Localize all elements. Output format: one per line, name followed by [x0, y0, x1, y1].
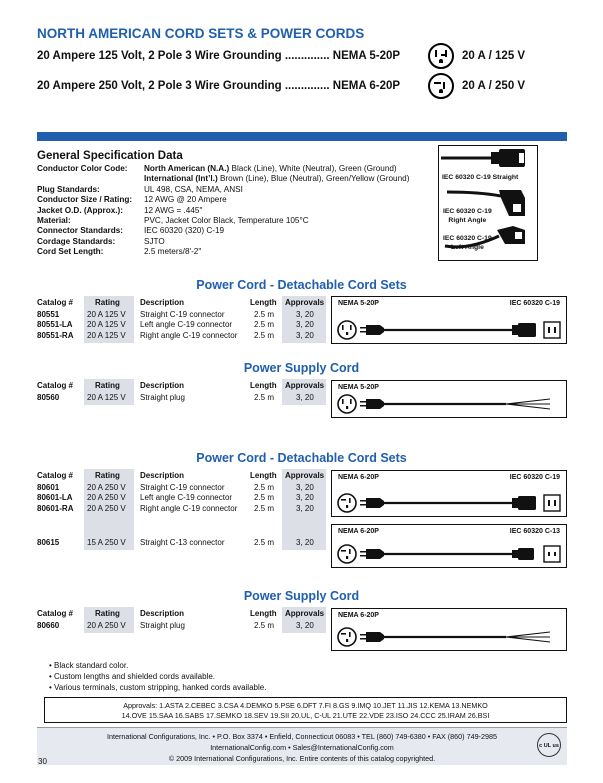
table-header-approvals: Approvals: [285, 609, 325, 618]
spec-value: PVC, Jacket Color Black, Temperature 105°C: [144, 216, 309, 225]
table-header-approvals: Approvals: [285, 381, 325, 390]
spec-key: Material:: [37, 216, 71, 225]
section-title: Power Supply Cord: [243, 361, 360, 375]
cord-plug-label: NEMA 5-20P: [338, 384, 379, 391]
table-cell-rating: 20 A 250 V: [87, 503, 126, 513]
spec-title: General Specification Data: [37, 150, 183, 162]
table-cell-catalog: 80551-RA: [37, 330, 74, 340]
table-cell-length: 2.5 m: [254, 493, 275, 503]
table-cell-length: 2.5 m: [254, 320, 275, 330]
table-header-length: Length: [250, 609, 277, 618]
cord-drawing: [336, 543, 562, 570]
cord-diagram: [331, 380, 567, 418]
section-title: Power Cord - Detachable Cord Sets: [196, 451, 407, 465]
table-header-rating: Rating: [95, 381, 120, 390]
cord-plug-label: NEMA 6-20P: [338, 474, 379, 481]
table-cell-description: Straight C-19 connector: [140, 310, 225, 319]
spec-key: Cordage Standards:: [37, 236, 116, 246]
table-cell-catalog: 80601-RA: [37, 503, 74, 513]
cord-plug-label: NEMA 6-20P: [338, 612, 379, 619]
table-header-description: Description: [140, 298, 185, 307]
cord-plug-label: NEMA 6-20P: [338, 528, 379, 535]
cord-diagram: [331, 608, 567, 651]
table-cell-description: Straight plug: [140, 621, 185, 630]
table-cell-approvals: 3, 20: [296, 621, 314, 630]
table-cell-rating: 20 A 125 V: [87, 393, 126, 402]
section-title: Power Cord - Detachable Cord Sets: [196, 278, 407, 292]
table-header-rating: Rating: [95, 471, 120, 480]
table-cell-description: Left angle C-19 connector: [140, 320, 233, 330]
table-cell-description: Left angle C-19 connector: [140, 493, 233, 503]
c19-straight-label: IEC 60320 C-19 Straight: [442, 174, 519, 181]
cord-diagram: [331, 296, 567, 344]
table-header-description: Description: [140, 609, 185, 618]
table-header-length: Length: [250, 381, 277, 390]
page-number: 30: [38, 757, 47, 766]
table-cell-approvals: 3, 20: [296, 538, 314, 547]
table-cell-approvals: 3, 20: [296, 503, 314, 513]
cord-connector-label: IEC 60320 C-13: [509, 528, 560, 535]
approvals-line-1: Approvals: 1.ASTA 2.CEBEC 3.CSA 4.DEMKO 5.PSE 6.DFT 7.FI 8.GS 9.IMQ 10.JET 11.JIS 12.KEMA 13.NEMKO: [123, 701, 488, 710]
footer: [37, 727, 567, 765]
c19-right-angle-label: IEC 60320 C-19 Right Angle: [443, 208, 492, 224]
nema-6-20p-outlet-icon: [428, 73, 454, 99]
spec-row: [37, 164, 397, 174]
table-cell-description: Right angle C-19 connector: [140, 503, 238, 513]
note-1: • Black standard color.: [49, 661, 129, 670]
table-cell-catalog: 80615: [37, 538, 60, 547]
table-cell-approvals: 3, 20: [296, 483, 314, 492]
note-2: • Custom lengths and shielded cords available.: [49, 672, 216, 681]
approvals-line-2: 14.OVE 15.SAA 16.SABS 17.SEMKO 18.SEV 19.SII 20.UL, C-UL 21.UTE 22.VDE 23.ISO 24.CCC 25.IRAM 26.BSI: [121, 711, 490, 720]
spec-key: Conductor Color Code:: [37, 164, 128, 173]
spec-value: 2.5 meters/8'-2": [144, 247, 202, 257]
footer-copyright: © 2009 International Configurations, Inc. Entire contents of this catalog copyrighted.: [168, 754, 436, 763]
table-header-length: Length: [250, 298, 277, 307]
table-header-approvals: Approvals: [285, 298, 325, 307]
page-title: NORTH AMERICAN CORD SETS & POWER CORDS: [37, 26, 365, 41]
cord-connector-label: IEC 60320 C-19: [509, 300, 560, 307]
table-cell-approvals: 3, 20: [296, 393, 314, 402]
table-cell-description: Straight C-13 connector: [140, 538, 225, 547]
note-3: • Various terminals, custom stripping, hanked cords available.: [49, 683, 267, 692]
spec-row: [37, 185, 243, 195]
nema-5-20p-line: 20 Ampere 125 Volt, 2 Pole 3 Wire Grounding .............. NEMA 5-20P: [37, 50, 401, 62]
table-cell-rating: 20 A 125 V: [87, 310, 126, 319]
table-cell-catalog: 80551: [37, 310, 60, 319]
nema-6-20p-rating: 20 A / 250 V: [462, 80, 526, 92]
spec-row: [37, 247, 201, 257]
connector-images-box: [438, 145, 538, 261]
spec-row: [37, 237, 165, 247]
spec-key: Cord Set Length:: [37, 247, 104, 257]
spec-key: Conductor Size / Rating:: [37, 195, 133, 205]
table-cell-length: 2.5 m: [254, 538, 275, 547]
spec-key: Jacket O.D. (Approx.):: [37, 205, 123, 215]
spec-row: [37, 174, 409, 184]
spec-value-region: International (Int’l.): [144, 174, 218, 184]
spec-row: [37, 195, 227, 205]
table-cell-length: 2.5 m: [254, 503, 275, 513]
table-header-rating: Rating: [95, 298, 120, 307]
table-header-catalog: Catalog #: [37, 381, 74, 390]
cord-plug-label: NEMA 5-20P: [338, 300, 379, 307]
table-cell-catalog: 80660: [37, 621, 60, 630]
table-header-approvals: Approvals: [285, 471, 325, 480]
spec-value: IEC 60320 (320) C-19: [144, 226, 225, 236]
cord-diagram: [331, 524, 567, 568]
spec-value: Brown (Line), Blue (Neutral), Green/Yellow (Ground): [217, 174, 410, 184]
spec-value: UL 498, CSA, NEMA, ANSI: [144, 184, 243, 194]
table-cell-catalog: 80551-LA: [37, 320, 73, 330]
table-header-description: Description: [140, 381, 185, 390]
nema-6-20p-line: 20 Ampere 250 Volt, 2 Pole 3 Wire Grounding .............. NEMA 6-20P: [37, 80, 401, 92]
spec-value-region: North American (N.A.): [144, 164, 230, 173]
cord-drawing: [336, 626, 562, 653]
section-divider: [37, 132, 567, 141]
table-cell-length: 2.5 m: [254, 330, 275, 340]
spec-value: 12 AWG = .445": [144, 205, 203, 215]
spec-row: [37, 216, 309, 226]
table-cell-length: 2.5 m: [254, 621, 275, 630]
table-cell-length: 2.5 m: [254, 483, 275, 492]
nema-5-20p-outlet-icon: [428, 43, 454, 69]
table-header-catalog: Catalog #: [37, 609, 74, 618]
spec-key: Connector Standards:: [37, 226, 123, 236]
spec-value: SJTO: [144, 236, 165, 246]
table-cell-catalog: 80601: [37, 483, 60, 492]
table-cell-description: Right angle C-19 connector: [140, 330, 238, 340]
table-cell-approvals: 3, 20: [296, 493, 314, 503]
spec-value: Black (Line), White (Neutral), Green (Ground): [229, 164, 397, 173]
c19-left-angle-label: IEC 60320 C-19 Left Angle: [443, 235, 492, 251]
cord-drawing: [336, 492, 562, 519]
cord-diagram: [331, 470, 567, 517]
footer-web: InternationalConfig.com • Sales@InternationalConfig.com: [210, 743, 394, 752]
spec-row: [37, 226, 224, 236]
table-cell-description: Straight C-19 connector: [140, 483, 225, 492]
table-cell-rating: 20 A 250 V: [87, 493, 126, 503]
table-cell-rating: 20 A 250 V: [87, 483, 126, 492]
table-cell-length: 2.5 m: [254, 310, 275, 319]
table-cell-description: Straight plug: [140, 393, 185, 402]
section-title: Power Supply Cord: [243, 589, 360, 603]
table-header-catalog: Catalog #: [37, 298, 74, 307]
table-header-catalog: Catalog #: [37, 471, 74, 480]
table-cell-approvals: 3, 20: [296, 330, 314, 340]
cord-drawing: [336, 393, 562, 420]
table-cell-catalog: 80560: [37, 393, 60, 402]
table-header-rating: Rating: [95, 609, 120, 618]
table-cell-rating: 20 A 125 V: [87, 330, 126, 340]
table-cell-rating: 20 A 250 V: [87, 621, 126, 630]
table-cell-approvals: 3, 20: [296, 310, 314, 319]
ul-logo-icon: c UL us: [537, 733, 561, 757]
nema-5-20p-rating: 20 A / 125 V: [462, 50, 526, 62]
table-cell-rating: 20 A 125 V: [87, 320, 126, 330]
table-cell-approvals: 3, 20: [296, 320, 314, 330]
table-cell-catalog: 80601-LA: [37, 493, 73, 503]
table-header-description: Description: [140, 471, 185, 480]
cord-drawing: [336, 319, 562, 346]
cord-connector-label: IEC 60320 C-19: [509, 474, 560, 481]
footer-address: International Configurations, Inc. • P.O. Box 3374 • Enfield, Connecticut 06083 • TEL (860) 749-6380 • FAX (860) 749-2985: [107, 732, 497, 741]
table-header-length: Length: [250, 471, 277, 480]
spec-key: Plug Standards:: [37, 184, 100, 194]
table-cell-rating: 15 A 250 V: [87, 538, 126, 547]
spec-row: [37, 206, 202, 216]
spec-value: 12 AWG @ 20 Ampere: [144, 195, 227, 205]
approvals-box: [44, 697, 567, 723]
table-cell-length: 2.5 m: [254, 393, 275, 402]
